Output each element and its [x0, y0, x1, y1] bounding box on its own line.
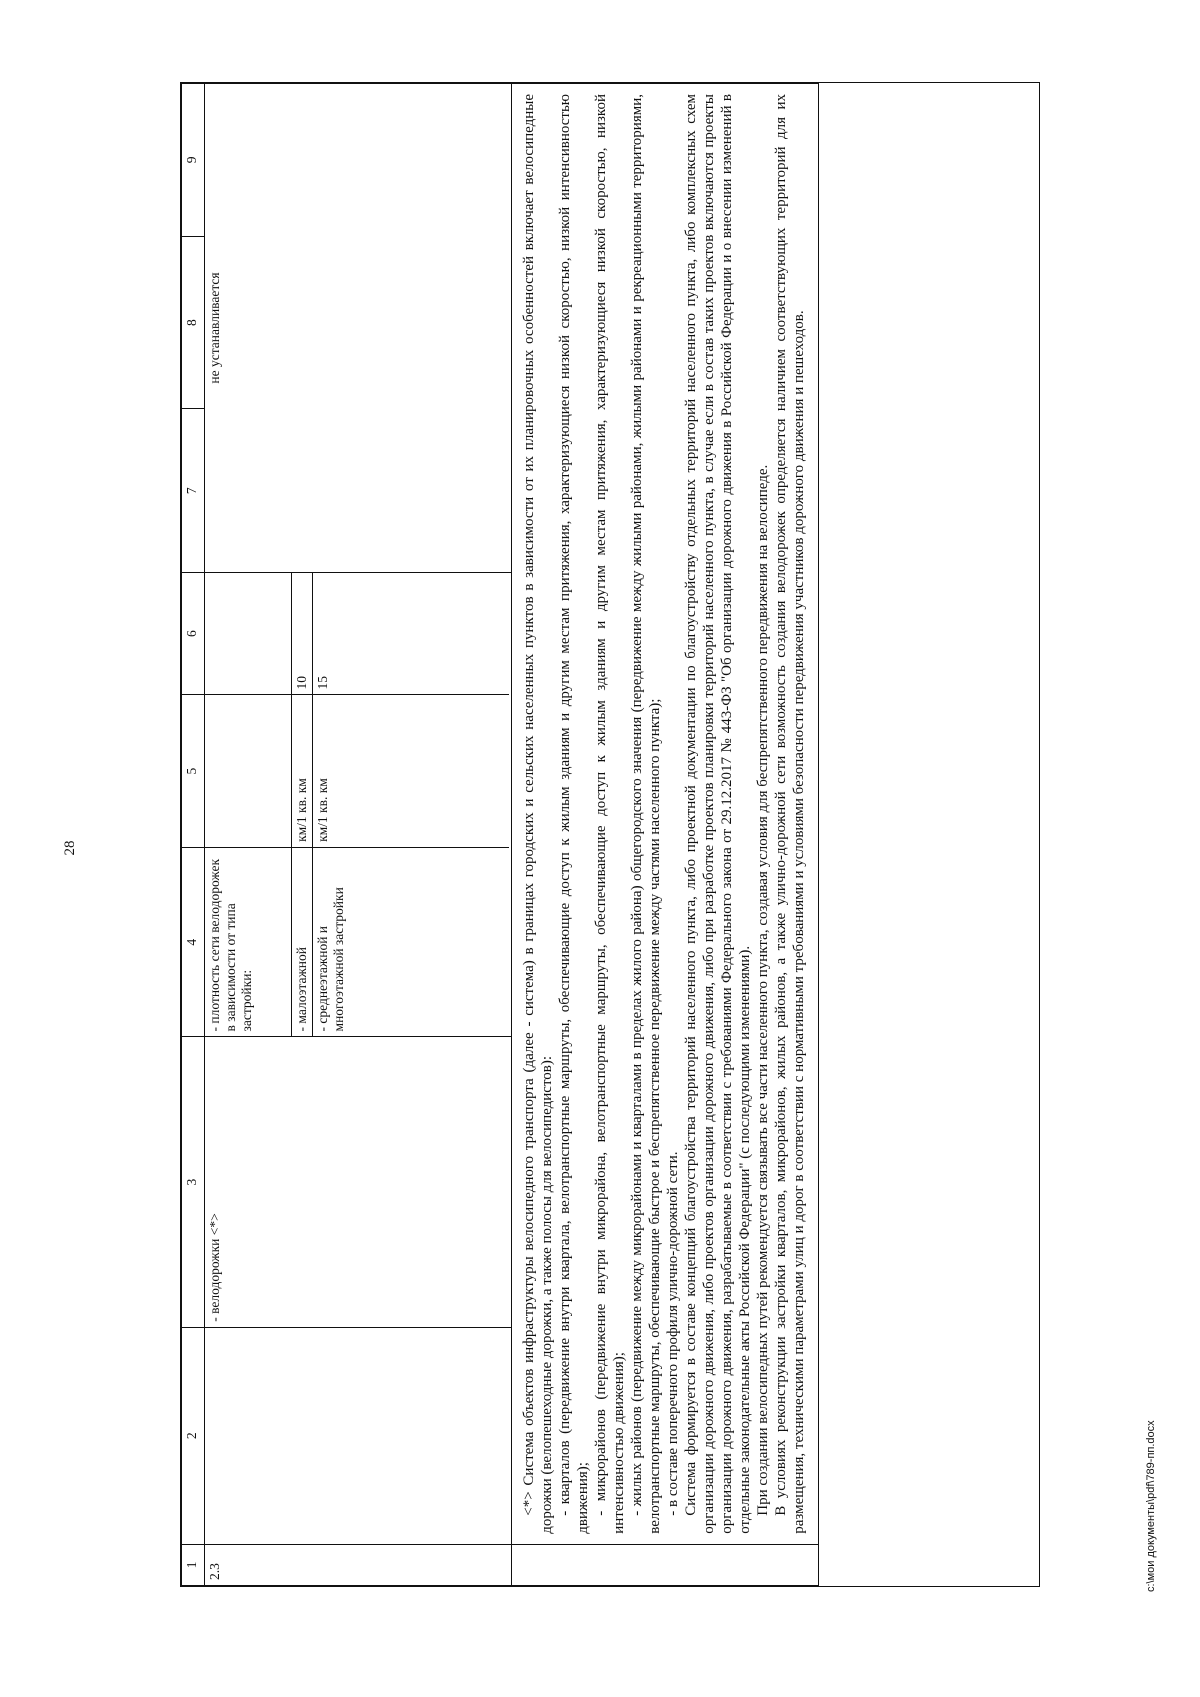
header-cell-7: 7	[182, 409, 205, 572]
subrow-value: 10	[291, 573, 312, 695]
subrow-label: - малоэтажной	[291, 847, 312, 1036]
header-row	[182, 84, 205, 1586]
density-intro: - плотность сети велодорожек в зависимости от типа застройки:	[205, 847, 291, 1036]
subrow-value: 15	[312, 573, 509, 695]
footnote-paragraph: - кварталов (передвижение внутри квартала, велотранспортные маршруты, обеспечивающие доступ к жилым зданиям и другим местам притяжения, характеризующиеся низкой скоростью, низкой интенсивностью движения);	[557, 94, 591, 1534]
row-col2-empty	[205, 1327, 512, 1544]
footnote-paragraph: <*> Система объектов инфраструктуры велосипедного транспорта (далее - система) в границах городских и сельских населенных пунктов в зависимости от их планировочных особенностей включает велосипедные дорожки (велопешеходные дорожки, а также полосы для велосипедистов):	[521, 94, 555, 1534]
note-left-empty	[512, 1544, 819, 1585]
header-cell-9: 9	[182, 84, 205, 237]
density-subtable-cell	[205, 572, 512, 1037]
footnote-paragraph: - в составе поперечного профиля улично-дорожной сети.	[665, 1151, 681, 1516]
footnote-paragraph: При создании велосипедных путей рекомендуется связывать все части населенного пункта, создавая условия для беспрепятственного передвижения на велосипеде.	[755, 464, 771, 1516]
note-row	[512, 84, 819, 1586]
header-cell-2: 2	[182, 1327, 205, 1544]
subtable-empty-cell	[205, 573, 291, 695]
subrow-unit: км/1 кв. км	[291, 695, 312, 847]
page-number: 28	[62, 840, 78, 856]
file-path-footer: c:\мои документы\pdf\789-пп.docx	[1145, 1420, 1157, 1592]
header-cell-6: 6	[182, 572, 205, 694]
subrow-unit: км/1 кв. км	[312, 695, 509, 847]
subtable-empty-cell	[205, 695, 291, 847]
header-cell-5: 5	[182, 695, 205, 848]
header-cell-4: 4	[182, 848, 205, 1037]
footnote-paragraph: В условиях реконструкции застройки кварталов, микрорайонов, жилых районов, а также улично-дорожной сети возможность создания велодорожек определяется наличием соответствующих территорий для их размещения, техническими параметрами улиц и дорог в соответствии с нормативными требованиями и условиями безопасности передвижения участников дорожного движения и пешеходов.	[773, 94, 807, 1534]
footnote-cell	[512, 84, 819, 1545]
header-cell-1: 1	[182, 1544, 205, 1585]
subrow-label: - среднеэтажной и многоэтажной застройки	[312, 847, 509, 1036]
table-row-2-3	[205, 84, 512, 1586]
footnote-paragraph: Система формируется в составе концепций благоустройства территорий населенного пункта, либо проектной документации по благоустройству отдельных территорий населенного пункта, либо комплексных схем организации дорожного движения, либо проектов организации дорожного движения, либо при разработке проектов планировки территорий населенного пункта, в случае если в состав таких проектов включаются проекты организации дорожного движения, разрабатываемые в соответствии с требованиями Федерального закона от 29.12.2017 № 443-ФЗ "Об организации дорожного движения в Российской Федерации и о внесении изменений в отдельные законодательные акты Российской Федерации" (с последующими изменениями).	[683, 94, 753, 1534]
rotated-table-block	[180, 82, 1040, 1587]
not-established-cell: не устанавливается	[205, 84, 512, 573]
subtable-row-lowrise	[291, 573, 312, 1037]
row-number: 2.3	[205, 1544, 512, 1585]
footnote-paragraph: - микрорайонов (передвижение внутри микрорайона, велотранспортные маршруты, обеспечивающие доступ к жилым зданиям и другим местам притяжения, характеризующиеся низкой скоростью, низкой интенсивностью движения);	[593, 94, 627, 1534]
header-cell-8: 8	[182, 236, 205, 409]
norms-table	[181, 83, 819, 1586]
row-object-name: - велодорожки <*>	[205, 1037, 512, 1327]
subtable-intro-row	[205, 573, 291, 1037]
footnote-paragraph: - жилых районов (передвижение между микрорайонами и кварталами в пределах жилого района) общегородского значения (передвижение между жилыми районами, жилыми районами и рекреационными территориями, велотранспортные маршруты, обеспечивающие быстрое и беспрепятственное передвижение между частями населенного пункта);	[629, 94, 663, 1534]
subtable-row-midrise	[312, 573, 509, 1037]
header-cell-3: 3	[182, 1037, 205, 1327]
density-subtable	[205, 573, 509, 1037]
